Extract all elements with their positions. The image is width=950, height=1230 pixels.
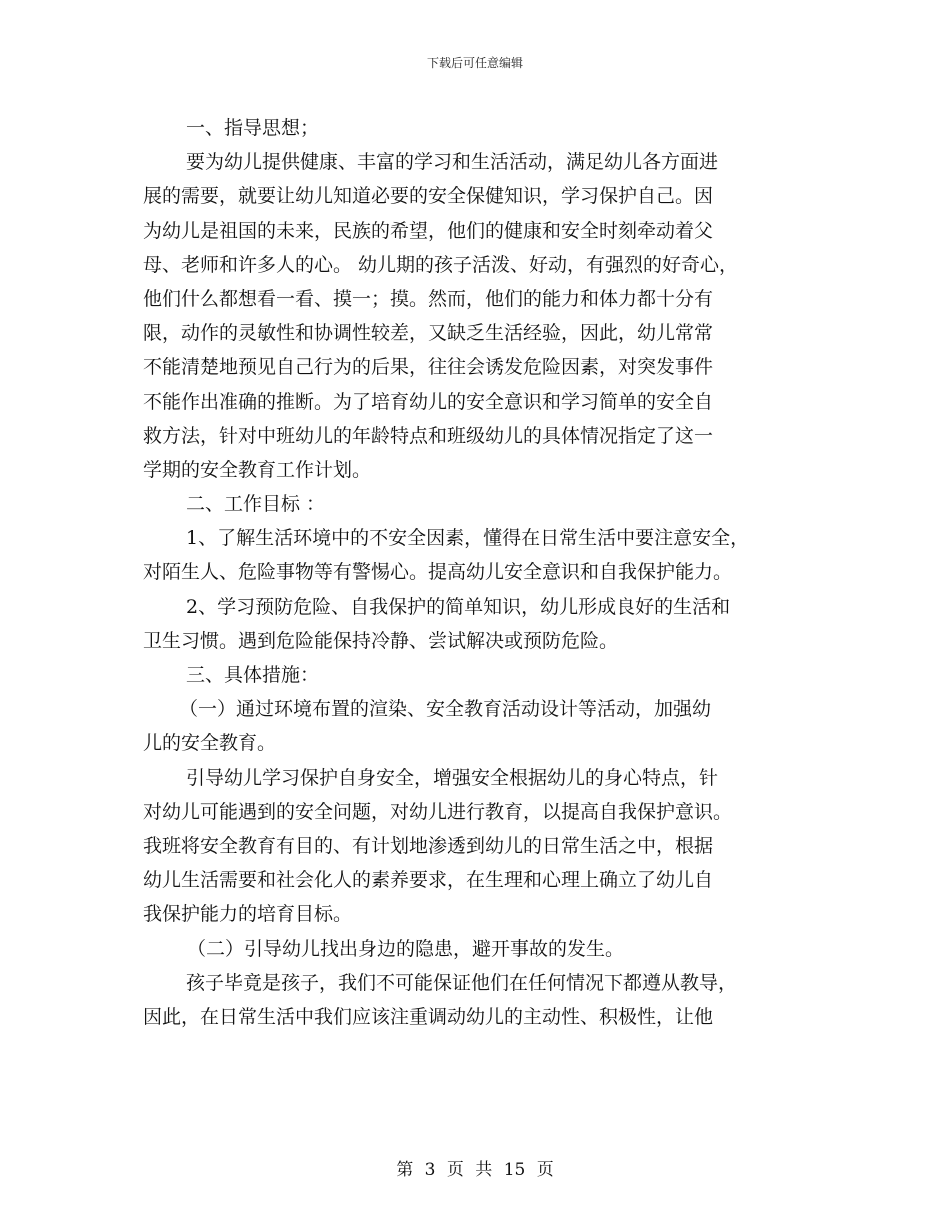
- paragraph-line: 我保护能力的培育目标。: [143, 903, 353, 926]
- paragraph-line: 孩子毕竟是孩子，我们不可能保证他们在任何情况下都遵从教导，: [186, 971, 738, 994]
- page-header: 下载后可任意编辑: [426, 56, 523, 70]
- paragraph-line: 救方法，针对中班幼儿的年龄特点和班级幼儿的具体情况指定了这一: [143, 424, 714, 447]
- paragraph-line: 学期的安全教育工作计划。: [143, 458, 372, 481]
- paragraph-line: 要为幼儿提供健康、丰富的学习和生活活动，满足幼儿各方面进: [186, 151, 719, 174]
- paragraph-line: 幼儿生活需要和社会化人的素养要求，在生理和心理上确立了幼儿自: [143, 869, 714, 892]
- paragraph-line: 2、学习预防危险、自我保护的简单知识，幼儿形成良好的生活和: [186, 595, 731, 618]
- paragraph-line: 展的需要，就要让幼儿知道必要的安全保健知识，学习保护自己。因: [143, 185, 714, 208]
- page-footer: 第 3 页 共 15 页: [396, 1160, 554, 1180]
- paragraph-line: 儿的安全教育。: [143, 732, 277, 755]
- paragraph-line: 不能清楚地预见自己行为的后果，往往会诱发危险因素，对突发事件: [143, 356, 714, 379]
- paragraph-line: 为幼儿是祖国的未来，民族的希望，他们的健康和安全时刻牵动着父: [143, 219, 714, 242]
- paragraph-line: 他们什么都想看一看、摸一；摸。然而，他们的能力和体力都十分有: [143, 287, 714, 310]
- subsection-heading: （二）引导幼儿找出身边的隐患，避开事故的发生。: [187, 937, 625, 960]
- document-body: [143, 111, 808, 1034]
- paragraph-line: 我班将安全教育有目的、有计划地渗透到幼儿的日常生活之中，根据: [143, 834, 714, 857]
- paragraph-line: 对陌生人、危险事物等有警惕心。提高幼儿安全意识和自我保护能力。: [143, 561, 733, 584]
- paragraph-line: 因此，在日常生活中我们应该注重调动幼儿的主动性、积极性，让他: [143, 1005, 714, 1028]
- paragraph-line: 1、了解生活环境中的不安全因素，懂得在日常生活中要注意安全，: [186, 527, 750, 550]
- paragraph-line: 对幼儿可能遇到的安全问题，对幼儿进行教育，以提高自我保护意识。: [143, 800, 733, 823]
- section-heading: 二、工作目标 ：: [186, 493, 326, 516]
- paragraph-line: 不能作出准确的推断。为了培育幼儿的安全意识和学习简单的安全自: [143, 390, 714, 413]
- paragraph-line: 引导幼儿学习保护自身安全，增强安全根据幼儿的身心特点，针: [186, 766, 719, 789]
- subsection-heading: （一）通过环境布置的渲染、安全教育活动设计等活动，加强幼: [179, 698, 712, 721]
- section-heading: 三、具体措施：: [186, 664, 320, 686]
- paragraph-line: 母、老师和许多人的心。 幼儿期的孩子活泼、好动，有强烈的好奇心，: [143, 253, 739, 276]
- paragraph-line: 限，动作的灵敏性和协调性较差，又缺乏生活经验，因此，幼儿常常: [143, 322, 714, 345]
- section-heading: 一、指导思想；: [186, 117, 320, 139]
- paragraph-line: 卫生习惯。遇到危险能保持冷静、尝试解决或预防危险。: [143, 629, 619, 652]
